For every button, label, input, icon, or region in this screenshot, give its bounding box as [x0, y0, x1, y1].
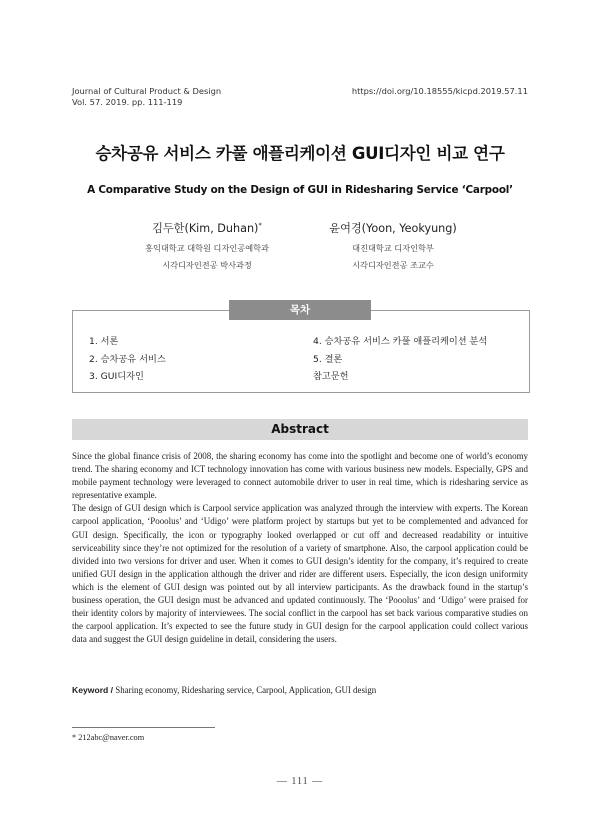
footnote-rule: [72, 727, 215, 728]
author-2: [278, 220, 508, 274]
journal-volume: Vol. 57. 2019. pp. 111-119: [72, 97, 183, 107]
author-name: 김두한(Kim, Duhan): [152, 222, 259, 235]
toc-column-right: [313, 333, 487, 386]
doi-link[interactable]: https://doi.org/10.18555/kicpd.2019.57.11: [351, 86, 528, 96]
author-name: 윤여경(Yoon, Yeokyung): [329, 222, 457, 235]
toc-label: 목차: [229, 300, 371, 320]
corresponding-mark: *: [258, 221, 262, 230]
toc-item: 1. 서론: [89, 336, 119, 347]
toc-item: 4. 승차공유 서비스 카풀 애플리케이션 분석: [313, 336, 488, 347]
author-position: 시각디자인전공 조교수: [352, 260, 434, 270]
abstract-paragraph: Since the global finance crisis of 2008, the sharing economy has come into the spotlight and become one of world’s economy trend. The sharing economy and ICT technology innovation has come with various business new models. Especially, GPS and mobile payment technology were leveraged to connect automobile driver to user in real time, which is ridesharing service as representative example.: [72, 451, 528, 501]
footnote-email: * 212abc@naver.com: [72, 733, 145, 742]
journal-name: Journal of Cultural Product & Design: [72, 86, 222, 96]
abstract-paragraph: The design of GUI design which is Carpool service application was analyzed through the interview with experts. The Korean carpool application, ‘Pooolus’ and ‘Udigo’ were platform project by startups but yet to be complemented and advanced for GUI design. Specifically, the icon or typography looked overlapped or cut off and decreased readability or intuitive serviceability since they’re not optimized for the resolution of a variety of smartphone. Also, the carpool application could be divided into two versions for driver and user. When it comes to GUI design’s identity for the company, it’s required to create unified GUI design in the application although the driver and rider are different users. Especially, the icon design uniformity which is the element of GUI design was pointed out by all interview participants. As the drawback found in the startup’s business operation, the GUI design must be advanced and updated continuously. The ‘Pooolus’ and ‘Udigo’ were praised for their identity colors by majority of interviewees. The social conflict in the carpool has set back various comparative studies on the carpool application. It’s expected to see the future study in GUI design for the carpool application could collect various data and suggest the GUI design guideline in detail, considering the users.: [72, 503, 528, 645]
abstract-body: [72, 450, 528, 646]
author-position: 시각디자인전공 박사과정: [162, 260, 252, 270]
author-affiliation: 대진대학교 디자인학부: [352, 243, 434, 253]
keyword-list: Sharing economy, Ridesharing service, Carpool, Application, GUI design: [115, 685, 377, 695]
toc-column-left: [89, 333, 166, 386]
page-number: — 111 —: [276, 776, 324, 787]
paper-title-korean: 승차공유 서비스 카풀 애플리케이션 GUI디자인 비교 연구: [95, 144, 505, 163]
journal-header: [72, 86, 221, 108]
toc-item: 3. GUI디자인: [89, 371, 144, 382]
toc-item: 5. 결론: [313, 353, 343, 365]
paper-title-english: A Comparative Study on the Design of GUI in Ridesharing Service ‘Carpool’: [87, 184, 513, 196]
toc-item: 2. 승차공유 서비스: [89, 353, 166, 365]
author-affiliation: 홍익대학교 대학원 디자인공예학과: [145, 243, 269, 253]
toc-item: 참고문헌: [313, 371, 349, 382]
keywords: [72, 685, 528, 695]
keyword-label: Keyword /: [72, 685, 114, 695]
abstract-heading: Abstract: [72, 419, 528, 440]
